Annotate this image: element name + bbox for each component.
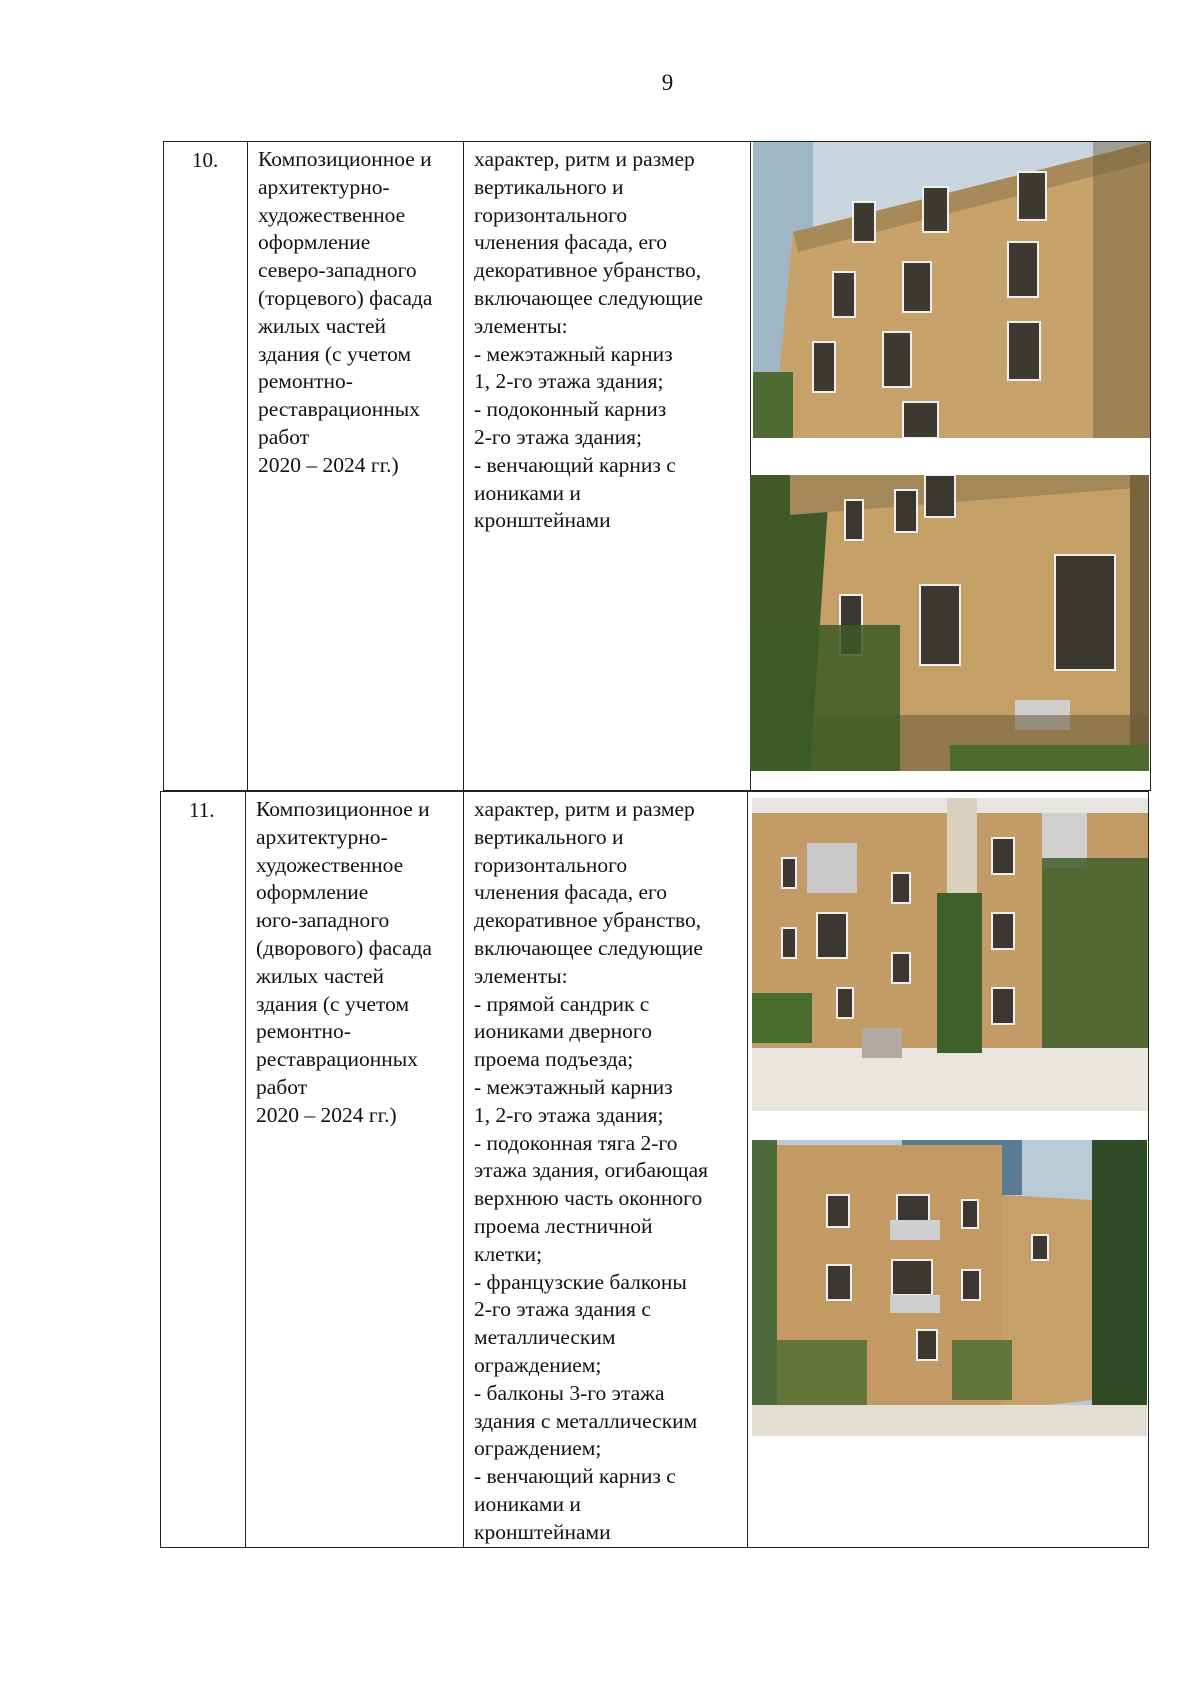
facade-photo-northwest-lower [750, 475, 1149, 771]
protected-element-description: характер, ритм и размер вертикального и горизонтального членения фасада, его декоративное убранство, включающее следующие элементы: - межэтажный карниз 1, 2-го этажа здания; - подоконный карниз 2-го этажа здания; - венчающий карниз с иониками и кронштейнами [464, 142, 751, 791]
row-number: 11. [161, 792, 246, 1548]
protected-element-name: Композиционное и архитектурно- художественное оформление юго-западного (дворового) фасада жилых частей здания (с учетом ремонтно- реставрационных работ 2020 – 2024 гг.) [246, 792, 464, 1548]
facade-photo-northwest-upper [753, 142, 1150, 438]
facade-photo-southwest-upper [752, 798, 1148, 1111]
facade-photo-southwest-lower [752, 1140, 1147, 1436]
row-number: 10. [164, 142, 248, 791]
protected-element-name: Композиционное и архитектурно- художественное оформление северо-западного (торцевого) фасада жилых частей здания (с учетом ремонтно- реставрационных работ 2020 – 2024 гг.) [248, 142, 464, 791]
page-number: 9 [661, 70, 674, 95]
protected-element-description: характер, ритм и размер вертикального и горизонтального членения фасада, его декоративное убранство, включающее следующие элементы: - прямой сандрик с иониками дверного проема подъезда; - межэтажный карниз 1, 2-го этажа здания; - подоконная тяга 2-го этажа здания, огибающая верхнюю часть оконного проема лестничной клетки; - французские балконы 2-го этажа здания с металлическим ограждением; - балконы 3-го этажа здания с металлическим ограждением; - венчающий карниз с иониками и кронштейнами [464, 792, 748, 1548]
